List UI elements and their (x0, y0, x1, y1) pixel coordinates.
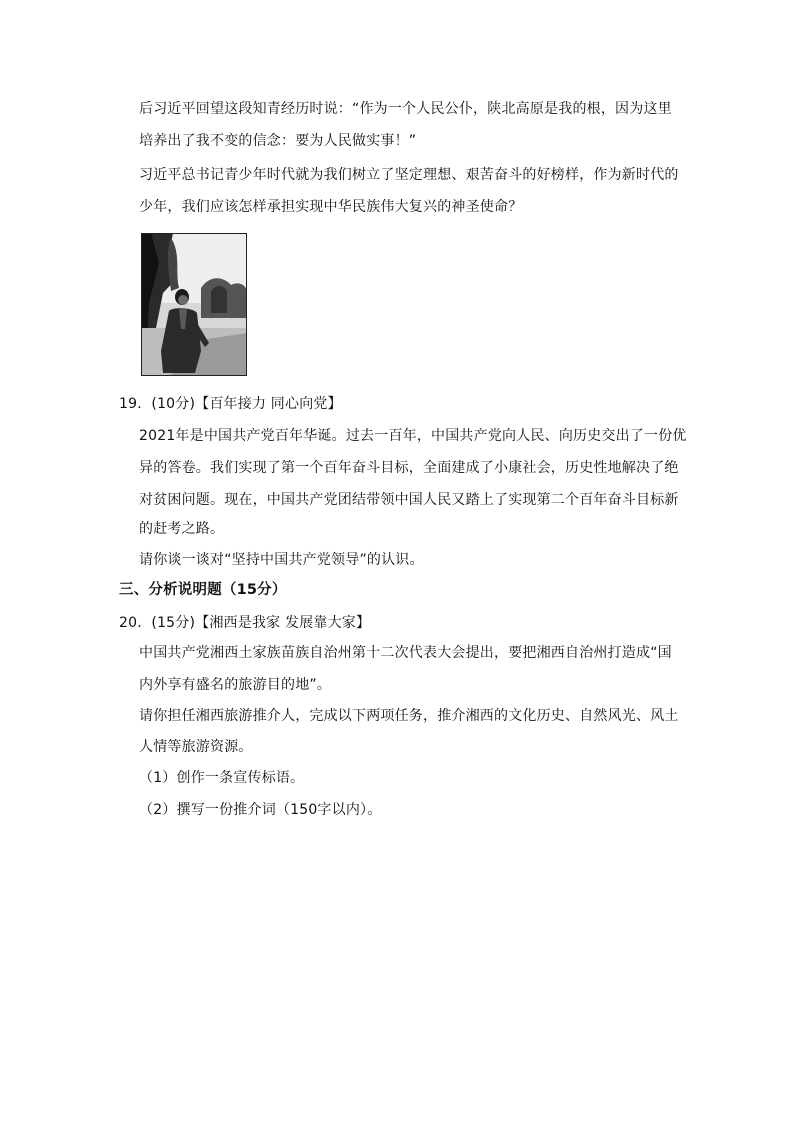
intro-line-1: 后习近平回望这段知青经历时说：“作为一个人民公仆，陕北高原是我的根，因为这里 (139, 101, 672, 117)
q19-paragraph-line-3: 对贫困问题。现在，中国共产党团结带领中国人民又踏上了实现第二个百年奋斗目标新 (139, 492, 679, 508)
intro-line-4: 少年，我们应该怎样承担实现中华民族伟大复兴的神圣使命？ (139, 199, 523, 215)
intro-line-2: 培养出了我不变的信念：要为人民做实事！” (139, 133, 417, 149)
historical-photo (141, 233, 247, 376)
q20-paragraph-line-4: 人情等旅游资源。 (139, 739, 253, 755)
q20-task-1: （1）创作一条宣传标语。 (139, 770, 305, 786)
q19-question: 请你谈一谈对“坚持中国共产党领导”的认识。 (139, 552, 424, 568)
q20-task-2: （2）撰写一份推介词（150字以内）。 (139, 802, 382, 818)
q20-header: 20．(15分)【湘西是我家 发展靠大家】 (119, 615, 371, 631)
q19-header: 19．(10分)【百年接力 同心向党】 (119, 396, 342, 412)
q19-paragraph-line-2: 异的答卷。我们实现了第一个百年奋斗目标，全面建成了小康社会，历史性地解决了绝 (139, 460, 679, 476)
q20-paragraph-line-3: 请你担任湘西旅游推介人，完成以下两项任务，推介湘西的文化历史、自然风光、风土 (139, 708, 679, 724)
section-3-title: 三、分析说明题（15分） (119, 582, 287, 598)
photo-image (141, 233, 247, 376)
q20-paragraph-line-2: 内外享有盛名的旅游目的地”。 (139, 677, 332, 693)
q19-paragraph-line-1: 2021年是中国共产党百年华诞。过去一百年，中国共产党向人民、向历史交出了一份优 (139, 428, 687, 444)
intro-line-3: 习近平总书记青少年时代就为我们树立了坚定理想、艰苦奋斗的好榜样，作为新时代的 (139, 167, 679, 183)
q19-paragraph-line-4: 的赶考之路。 (139, 521, 225, 537)
q20-paragraph-line-1: 中国共产党湘西土家族苗族自治州第十二次代表大会提出，要把湘西自治州打造成“国 (139, 645, 672, 661)
